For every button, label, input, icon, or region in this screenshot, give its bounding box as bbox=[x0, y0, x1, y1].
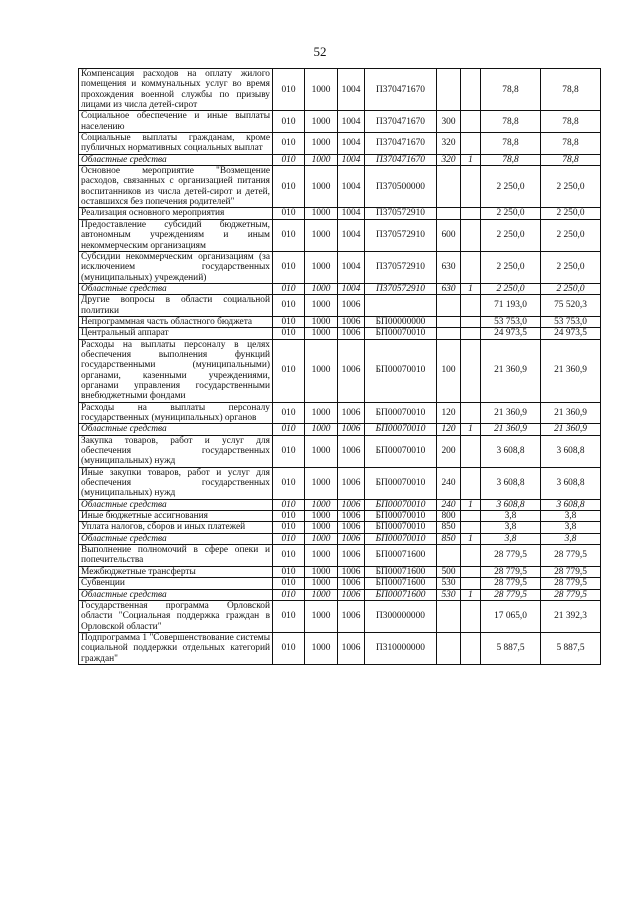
row-amount-1-cell: 5 887,5 bbox=[481, 632, 541, 664]
table-row bbox=[79, 154, 601, 165]
row-csr-cell: БП00071600 bbox=[365, 578, 437, 589]
row-rz-cell: 1000 bbox=[305, 435, 338, 467]
row-vr-cell bbox=[437, 632, 461, 664]
table-row bbox=[79, 69, 601, 111]
table-row bbox=[79, 316, 601, 327]
row-source-cell bbox=[461, 339, 481, 402]
row-pr-cell: 1006 bbox=[338, 316, 365, 327]
row-gr-cell: 010 bbox=[273, 499, 305, 510]
row-amount-2-cell: 28 779,5 bbox=[541, 589, 601, 600]
row-amount-2-cell: 3 608,8 bbox=[541, 499, 601, 510]
row-vr-cell: 320 bbox=[437, 154, 461, 165]
row-amount-1-cell: 28 779,5 bbox=[481, 589, 541, 600]
row-amount-2-cell: 3,8 bbox=[541, 533, 601, 544]
row-gr-cell: 010 bbox=[273, 69, 305, 111]
row-amount-2-cell: 78,8 bbox=[541, 111, 601, 133]
row-csr-cell: БП00071600 bbox=[365, 589, 437, 600]
row-csr-cell: БП00070010 bbox=[365, 328, 437, 339]
row-amount-1-cell: 53 753,0 bbox=[481, 316, 541, 327]
page-number: 52 bbox=[313, 44, 327, 59]
row-source-cell: 1 bbox=[461, 154, 481, 165]
row-rz-cell: 1000 bbox=[305, 402, 338, 424]
row-name-cell: Центральный аппарат bbox=[79, 328, 273, 339]
row-pr-cell: 1006 bbox=[338, 578, 365, 589]
row-rz-cell: 1000 bbox=[305, 328, 338, 339]
table-row bbox=[79, 600, 601, 632]
row-csr-cell: П370500000 bbox=[365, 166, 437, 208]
row-gr-cell: 010 bbox=[273, 166, 305, 208]
row-amount-1-cell: 3 608,8 bbox=[481, 435, 541, 467]
row-csr-cell: БП00070010 bbox=[365, 499, 437, 510]
table-row bbox=[79, 339, 601, 402]
row-name-cell: Компенсация расходов на оплату жилого помещения и коммунальных услуг во время прохождения военной службы по призыву лицами из числа детей-сирот bbox=[79, 69, 273, 111]
table-row bbox=[79, 578, 601, 589]
row-pr-cell: 1004 bbox=[338, 208, 365, 219]
row-gr-cell: 010 bbox=[273, 316, 305, 327]
row-pr-cell: 1006 bbox=[338, 545, 365, 567]
row-rz-cell: 1000 bbox=[305, 467, 338, 499]
row-amount-2-cell: 21 360,9 bbox=[541, 339, 601, 402]
row-vr-cell: 320 bbox=[437, 133, 461, 155]
row-amount-2-cell: 3,8 bbox=[541, 522, 601, 533]
row-name-cell: Закупка товаров, работ и услуг для обеспечения государственных (муниципальных) нужд bbox=[79, 435, 273, 467]
row-gr-cell: 010 bbox=[273, 600, 305, 632]
row-gr-cell: 010 bbox=[273, 589, 305, 600]
row-amount-1-cell: 78,8 bbox=[481, 111, 541, 133]
table-row bbox=[79, 328, 601, 339]
table-row bbox=[79, 133, 601, 155]
row-csr-cell: П370471670 bbox=[365, 69, 437, 111]
row-vr-cell bbox=[437, 166, 461, 208]
row-source-cell bbox=[461, 402, 481, 424]
row-source-cell bbox=[461, 600, 481, 632]
row-vr-cell: 600 bbox=[437, 219, 461, 251]
row-csr-cell: П370471670 bbox=[365, 133, 437, 155]
row-vr-cell bbox=[437, 600, 461, 632]
row-name-cell: Иные закупки товаров, работ и услуг для обеспечения государственных (муниципальных) нужд bbox=[79, 467, 273, 499]
table-row bbox=[79, 589, 601, 600]
row-source-cell bbox=[461, 69, 481, 111]
row-csr-cell: БП00070010 bbox=[365, 533, 437, 544]
row-name-cell: Государственная программа Орловской области "Социальная поддержка граждан в Орловской области" bbox=[79, 600, 273, 632]
row-rz-cell: 1000 bbox=[305, 295, 338, 317]
row-source-cell bbox=[461, 251, 481, 283]
row-amount-1-cell: 3,8 bbox=[481, 522, 541, 533]
row-amount-1-cell: 78,8 bbox=[481, 133, 541, 155]
row-name-cell: Расходы на выплаты персоналу в целях обеспечения выполнения функций государственными (муниципальными) органами, казенными учреждениями, органами управления государственными внебюджетными фондами bbox=[79, 339, 273, 402]
row-amount-2-cell: 3 608,8 bbox=[541, 435, 601, 467]
row-csr-cell: БП00070010 bbox=[365, 402, 437, 424]
row-amount-2-cell: 2 250,0 bbox=[541, 283, 601, 294]
row-name-cell: Областные средства bbox=[79, 424, 273, 435]
row-vr-cell: 240 bbox=[437, 499, 461, 510]
row-amount-1-cell: 2 250,0 bbox=[481, 251, 541, 283]
row-csr-cell: П370572910 bbox=[365, 219, 437, 251]
row-amount-1-cell: 2 250,0 bbox=[481, 208, 541, 219]
row-name-cell: Реализация основного мероприятия bbox=[79, 208, 273, 219]
row-source-cell bbox=[461, 467, 481, 499]
row-name-cell: Социальные выплаты гражданам, кроме публичных нормативных социальных выплат bbox=[79, 133, 273, 155]
row-source-cell bbox=[461, 566, 481, 577]
row-pr-cell: 1006 bbox=[338, 435, 365, 467]
row-pr-cell: 1006 bbox=[338, 295, 365, 317]
row-amount-1-cell: 78,8 bbox=[481, 69, 541, 111]
row-csr-cell: БП00070010 bbox=[365, 467, 437, 499]
row-gr-cell: 010 bbox=[273, 402, 305, 424]
row-name-cell: Субсидии некоммерческим организациям (за исключением государственных (муниципальных) учреждений) bbox=[79, 251, 273, 283]
row-source-cell: 1 bbox=[461, 499, 481, 510]
row-vr-cell bbox=[437, 295, 461, 317]
row-source-cell bbox=[461, 328, 481, 339]
row-name-cell: Межбюджетные трансферты bbox=[79, 566, 273, 577]
row-vr-cell bbox=[437, 69, 461, 111]
row-name-cell: Социальное обеспечение и иные выплаты населению bbox=[79, 111, 273, 133]
row-pr-cell: 1004 bbox=[338, 111, 365, 133]
row-rz-cell: 1000 bbox=[305, 219, 338, 251]
row-gr-cell: 010 bbox=[273, 467, 305, 499]
row-amount-2-cell: 2 250,0 bbox=[541, 219, 601, 251]
row-vr-cell bbox=[437, 316, 461, 327]
row-pr-cell: 1004 bbox=[338, 251, 365, 283]
row-amount-2-cell: 2 250,0 bbox=[541, 251, 601, 283]
row-name-cell: Областные средства bbox=[79, 589, 273, 600]
row-vr-cell: 850 bbox=[437, 522, 461, 533]
row-amount-1-cell: 3,8 bbox=[481, 533, 541, 544]
table-row bbox=[79, 511, 601, 522]
row-rz-cell: 1000 bbox=[305, 283, 338, 294]
row-amount-2-cell: 28 779,5 bbox=[541, 578, 601, 589]
row-vr-cell: 800 bbox=[437, 511, 461, 522]
row-pr-cell: 1006 bbox=[338, 589, 365, 600]
table-row bbox=[79, 435, 601, 467]
row-vr-cell: 530 bbox=[437, 578, 461, 589]
row-vr-cell: 850 bbox=[437, 533, 461, 544]
row-gr-cell: 010 bbox=[273, 111, 305, 133]
row-amount-1-cell: 21 360,9 bbox=[481, 424, 541, 435]
row-name-cell: Основное мероприятие "Возмещение расходов, связанных с организацией питания воспитанников из числа детей-сирот и детей, оставшихся без попечения родителей" bbox=[79, 166, 273, 208]
budget-table bbox=[78, 68, 601, 665]
row-pr-cell: 1006 bbox=[338, 467, 365, 499]
row-source-cell bbox=[461, 511, 481, 522]
row-amount-1-cell: 17 065,0 bbox=[481, 600, 541, 632]
row-amount-2-cell: 28 779,5 bbox=[541, 545, 601, 567]
row-amount-2-cell: 5 887,5 bbox=[541, 632, 601, 664]
row-rz-cell: 1000 bbox=[305, 133, 338, 155]
row-name-cell: Подпрограмма 1 "Совершенствование системы социальной поддержки отдельных категорий граждан" bbox=[79, 632, 273, 664]
row-name-cell: Уплата налогов, сборов и иных платежей bbox=[79, 522, 273, 533]
row-source-cell bbox=[461, 133, 481, 155]
row-gr-cell: 010 bbox=[273, 219, 305, 251]
row-amount-2-cell: 21 360,9 bbox=[541, 424, 601, 435]
row-amount-1-cell: 28 779,5 bbox=[481, 566, 541, 577]
row-rz-cell: 1000 bbox=[305, 111, 338, 133]
row-csr-cell bbox=[365, 295, 437, 317]
row-pr-cell: 1004 bbox=[338, 133, 365, 155]
row-csr-cell: П310000000 bbox=[365, 632, 437, 664]
row-rz-cell: 1000 bbox=[305, 578, 338, 589]
row-name-cell: Другие вопросы в области социальной политики bbox=[79, 295, 273, 317]
row-source-cell bbox=[461, 219, 481, 251]
row-vr-cell bbox=[437, 328, 461, 339]
row-csr-cell: П370572910 bbox=[365, 283, 437, 294]
row-vr-cell: 100 bbox=[437, 339, 461, 402]
row-gr-cell: 010 bbox=[273, 578, 305, 589]
row-amount-2-cell: 21 392,3 bbox=[541, 600, 601, 632]
row-vr-cell bbox=[437, 545, 461, 567]
row-rz-cell: 1000 bbox=[305, 251, 338, 283]
row-source-cell: 1 bbox=[461, 589, 481, 600]
table-row bbox=[79, 545, 601, 567]
row-csr-cell: БП00070010 bbox=[365, 511, 437, 522]
row-amount-1-cell: 21 360,9 bbox=[481, 402, 541, 424]
row-source-cell bbox=[461, 316, 481, 327]
row-pr-cell: 1006 bbox=[338, 522, 365, 533]
row-csr-cell: БП00000000 bbox=[365, 316, 437, 327]
row-pr-cell: 1004 bbox=[338, 219, 365, 251]
row-rz-cell: 1000 bbox=[305, 632, 338, 664]
row-gr-cell: 010 bbox=[273, 511, 305, 522]
row-rz-cell: 1000 bbox=[305, 499, 338, 510]
table-row bbox=[79, 632, 601, 664]
row-amount-2-cell: 78,8 bbox=[541, 133, 601, 155]
row-amount-2-cell: 2 250,0 bbox=[541, 166, 601, 208]
row-gr-cell: 010 bbox=[273, 632, 305, 664]
row-vr-cell: 530 bbox=[437, 589, 461, 600]
table-row bbox=[79, 522, 601, 533]
row-csr-cell: БП00071600 bbox=[365, 566, 437, 577]
table-row bbox=[79, 467, 601, 499]
table-row bbox=[79, 566, 601, 577]
row-rz-cell: 1000 bbox=[305, 424, 338, 435]
row-amount-1-cell: 71 193,0 bbox=[481, 295, 541, 317]
row-gr-cell: 010 bbox=[273, 533, 305, 544]
row-vr-cell: 630 bbox=[437, 283, 461, 294]
row-name-cell: Иные бюджетные ассигнования bbox=[79, 511, 273, 522]
row-csr-cell: БП00070010 bbox=[365, 424, 437, 435]
row-vr-cell: 300 bbox=[437, 111, 461, 133]
row-source-cell bbox=[461, 208, 481, 219]
row-gr-cell: 010 bbox=[273, 339, 305, 402]
row-name-cell: Областные средства bbox=[79, 533, 273, 544]
row-csr-cell: БП00071600 bbox=[365, 545, 437, 567]
row-rz-cell: 1000 bbox=[305, 316, 338, 327]
row-pr-cell: 1006 bbox=[338, 402, 365, 424]
row-amount-2-cell: 24 973,5 bbox=[541, 328, 601, 339]
row-rz-cell: 1000 bbox=[305, 589, 338, 600]
row-amount-2-cell: 53 753,0 bbox=[541, 316, 601, 327]
row-pr-cell: 1006 bbox=[338, 424, 365, 435]
row-amount-1-cell: 28 779,5 bbox=[481, 545, 541, 567]
row-amount-2-cell: 75 520,3 bbox=[541, 295, 601, 317]
row-source-cell: 1 bbox=[461, 533, 481, 544]
row-amount-2-cell: 78,8 bbox=[541, 69, 601, 111]
row-csr-cell: П370572910 bbox=[365, 251, 437, 283]
row-source-cell bbox=[461, 522, 481, 533]
row-vr-cell: 120 bbox=[437, 402, 461, 424]
row-rz-cell: 1000 bbox=[305, 339, 338, 402]
row-pr-cell: 1006 bbox=[338, 600, 365, 632]
row-name-cell: Субвенции bbox=[79, 578, 273, 589]
row-rz-cell: 1000 bbox=[305, 566, 338, 577]
row-gr-cell: 010 bbox=[273, 566, 305, 577]
row-amount-2-cell: 28 779,5 bbox=[541, 566, 601, 577]
row-rz-cell: 1000 bbox=[305, 154, 338, 165]
row-source-cell: 1 bbox=[461, 424, 481, 435]
row-amount-2-cell: 3,8 bbox=[541, 511, 601, 522]
row-amount-2-cell: 3 608,8 bbox=[541, 467, 601, 499]
row-source-cell bbox=[461, 111, 481, 133]
row-pr-cell: 1006 bbox=[338, 566, 365, 577]
row-amount-1-cell: 3 608,8 bbox=[481, 499, 541, 510]
row-csr-cell: БП00070010 bbox=[365, 522, 437, 533]
row-vr-cell bbox=[437, 208, 461, 219]
table-row bbox=[79, 219, 601, 251]
row-rz-cell: 1000 bbox=[305, 208, 338, 219]
row-name-cell: Выполнение полномочий в сфере опеки и попечительства bbox=[79, 545, 273, 567]
table-row bbox=[79, 499, 601, 510]
row-name-cell: Областные средства bbox=[79, 283, 273, 294]
row-amount-1-cell: 2 250,0 bbox=[481, 283, 541, 294]
row-pr-cell: 1004 bbox=[338, 166, 365, 208]
row-gr-cell: 010 bbox=[273, 133, 305, 155]
row-vr-cell: 200 bbox=[437, 435, 461, 467]
row-amount-1-cell: 2 250,0 bbox=[481, 166, 541, 208]
row-csr-cell: П370471670 bbox=[365, 111, 437, 133]
row-rz-cell: 1000 bbox=[305, 511, 338, 522]
row-rz-cell: 1000 bbox=[305, 69, 338, 111]
row-gr-cell: 010 bbox=[273, 328, 305, 339]
row-rz-cell: 1000 bbox=[305, 166, 338, 208]
table-row bbox=[79, 283, 601, 294]
row-source-cell bbox=[461, 435, 481, 467]
row-pr-cell: 1004 bbox=[338, 69, 365, 111]
row-amount-2-cell: 21 360,9 bbox=[541, 402, 601, 424]
row-gr-cell: 010 bbox=[273, 251, 305, 283]
row-pr-cell: 1006 bbox=[338, 499, 365, 510]
row-name-cell: Расходы на выплаты персоналу государственных (муниципальных) органов bbox=[79, 402, 273, 424]
row-name-cell: Областные средства bbox=[79, 154, 273, 165]
table-row bbox=[79, 402, 601, 424]
row-pr-cell: 1006 bbox=[338, 328, 365, 339]
row-pr-cell: 1006 bbox=[338, 632, 365, 664]
row-name-cell: Непрограммная часть областного бюджета bbox=[79, 316, 273, 327]
row-source-cell bbox=[461, 545, 481, 567]
row-pr-cell: 1006 bbox=[338, 339, 365, 402]
row-name-cell: Областные средства bbox=[79, 499, 273, 510]
row-vr-cell: 500 bbox=[437, 566, 461, 577]
table-row bbox=[79, 111, 601, 133]
row-pr-cell: 1006 bbox=[338, 511, 365, 522]
table-row bbox=[79, 424, 601, 435]
table-row bbox=[79, 208, 601, 219]
row-gr-cell: 010 bbox=[273, 283, 305, 294]
row-source-cell: 1 bbox=[461, 283, 481, 294]
row-source-cell bbox=[461, 295, 481, 317]
row-csr-cell: П370572910 bbox=[365, 208, 437, 219]
row-csr-cell: П300000000 bbox=[365, 600, 437, 632]
table-row bbox=[79, 295, 601, 317]
row-vr-cell: 120 bbox=[437, 424, 461, 435]
row-source-cell bbox=[461, 578, 481, 589]
row-gr-cell: 010 bbox=[273, 295, 305, 317]
row-amount-1-cell: 3,8 bbox=[481, 511, 541, 522]
row-csr-cell: БП00070010 bbox=[365, 435, 437, 467]
table-row bbox=[79, 166, 601, 208]
row-gr-cell: 010 bbox=[273, 435, 305, 467]
row-amount-1-cell: 24 973,5 bbox=[481, 328, 541, 339]
row-amount-2-cell: 2 250,0 bbox=[541, 208, 601, 219]
row-source-cell bbox=[461, 632, 481, 664]
row-name-cell: Предоставление субсидий бюджетным, автономным учреждениям и иным некоммерческим организациям bbox=[79, 219, 273, 251]
row-pr-cell: 1004 bbox=[338, 154, 365, 165]
row-rz-cell: 1000 bbox=[305, 545, 338, 567]
row-csr-cell: П370471670 bbox=[365, 154, 437, 165]
row-amount-1-cell: 3 608,8 bbox=[481, 467, 541, 499]
row-rz-cell: 1000 bbox=[305, 600, 338, 632]
row-amount-1-cell: 78,8 bbox=[481, 154, 541, 165]
row-source-cell bbox=[461, 166, 481, 208]
row-pr-cell: 1004 bbox=[338, 283, 365, 294]
row-gr-cell: 010 bbox=[273, 424, 305, 435]
row-gr-cell: 010 bbox=[273, 522, 305, 533]
row-rz-cell: 1000 bbox=[305, 533, 338, 544]
row-amount-1-cell: 21 360,9 bbox=[481, 339, 541, 402]
row-vr-cell: 630 bbox=[437, 251, 461, 283]
row-amount-2-cell: 78,8 bbox=[541, 154, 601, 165]
table-row bbox=[79, 251, 601, 283]
row-vr-cell: 240 bbox=[437, 467, 461, 499]
row-pr-cell: 1006 bbox=[338, 533, 365, 544]
row-gr-cell: 010 bbox=[273, 545, 305, 567]
row-gr-cell: 010 bbox=[273, 208, 305, 219]
row-amount-1-cell: 2 250,0 bbox=[481, 219, 541, 251]
row-rz-cell: 1000 bbox=[305, 522, 338, 533]
row-amount-1-cell: 28 779,5 bbox=[481, 578, 541, 589]
row-gr-cell: 010 bbox=[273, 154, 305, 165]
row-csr-cell: БП00070010 bbox=[365, 339, 437, 402]
table-row bbox=[79, 533, 601, 544]
